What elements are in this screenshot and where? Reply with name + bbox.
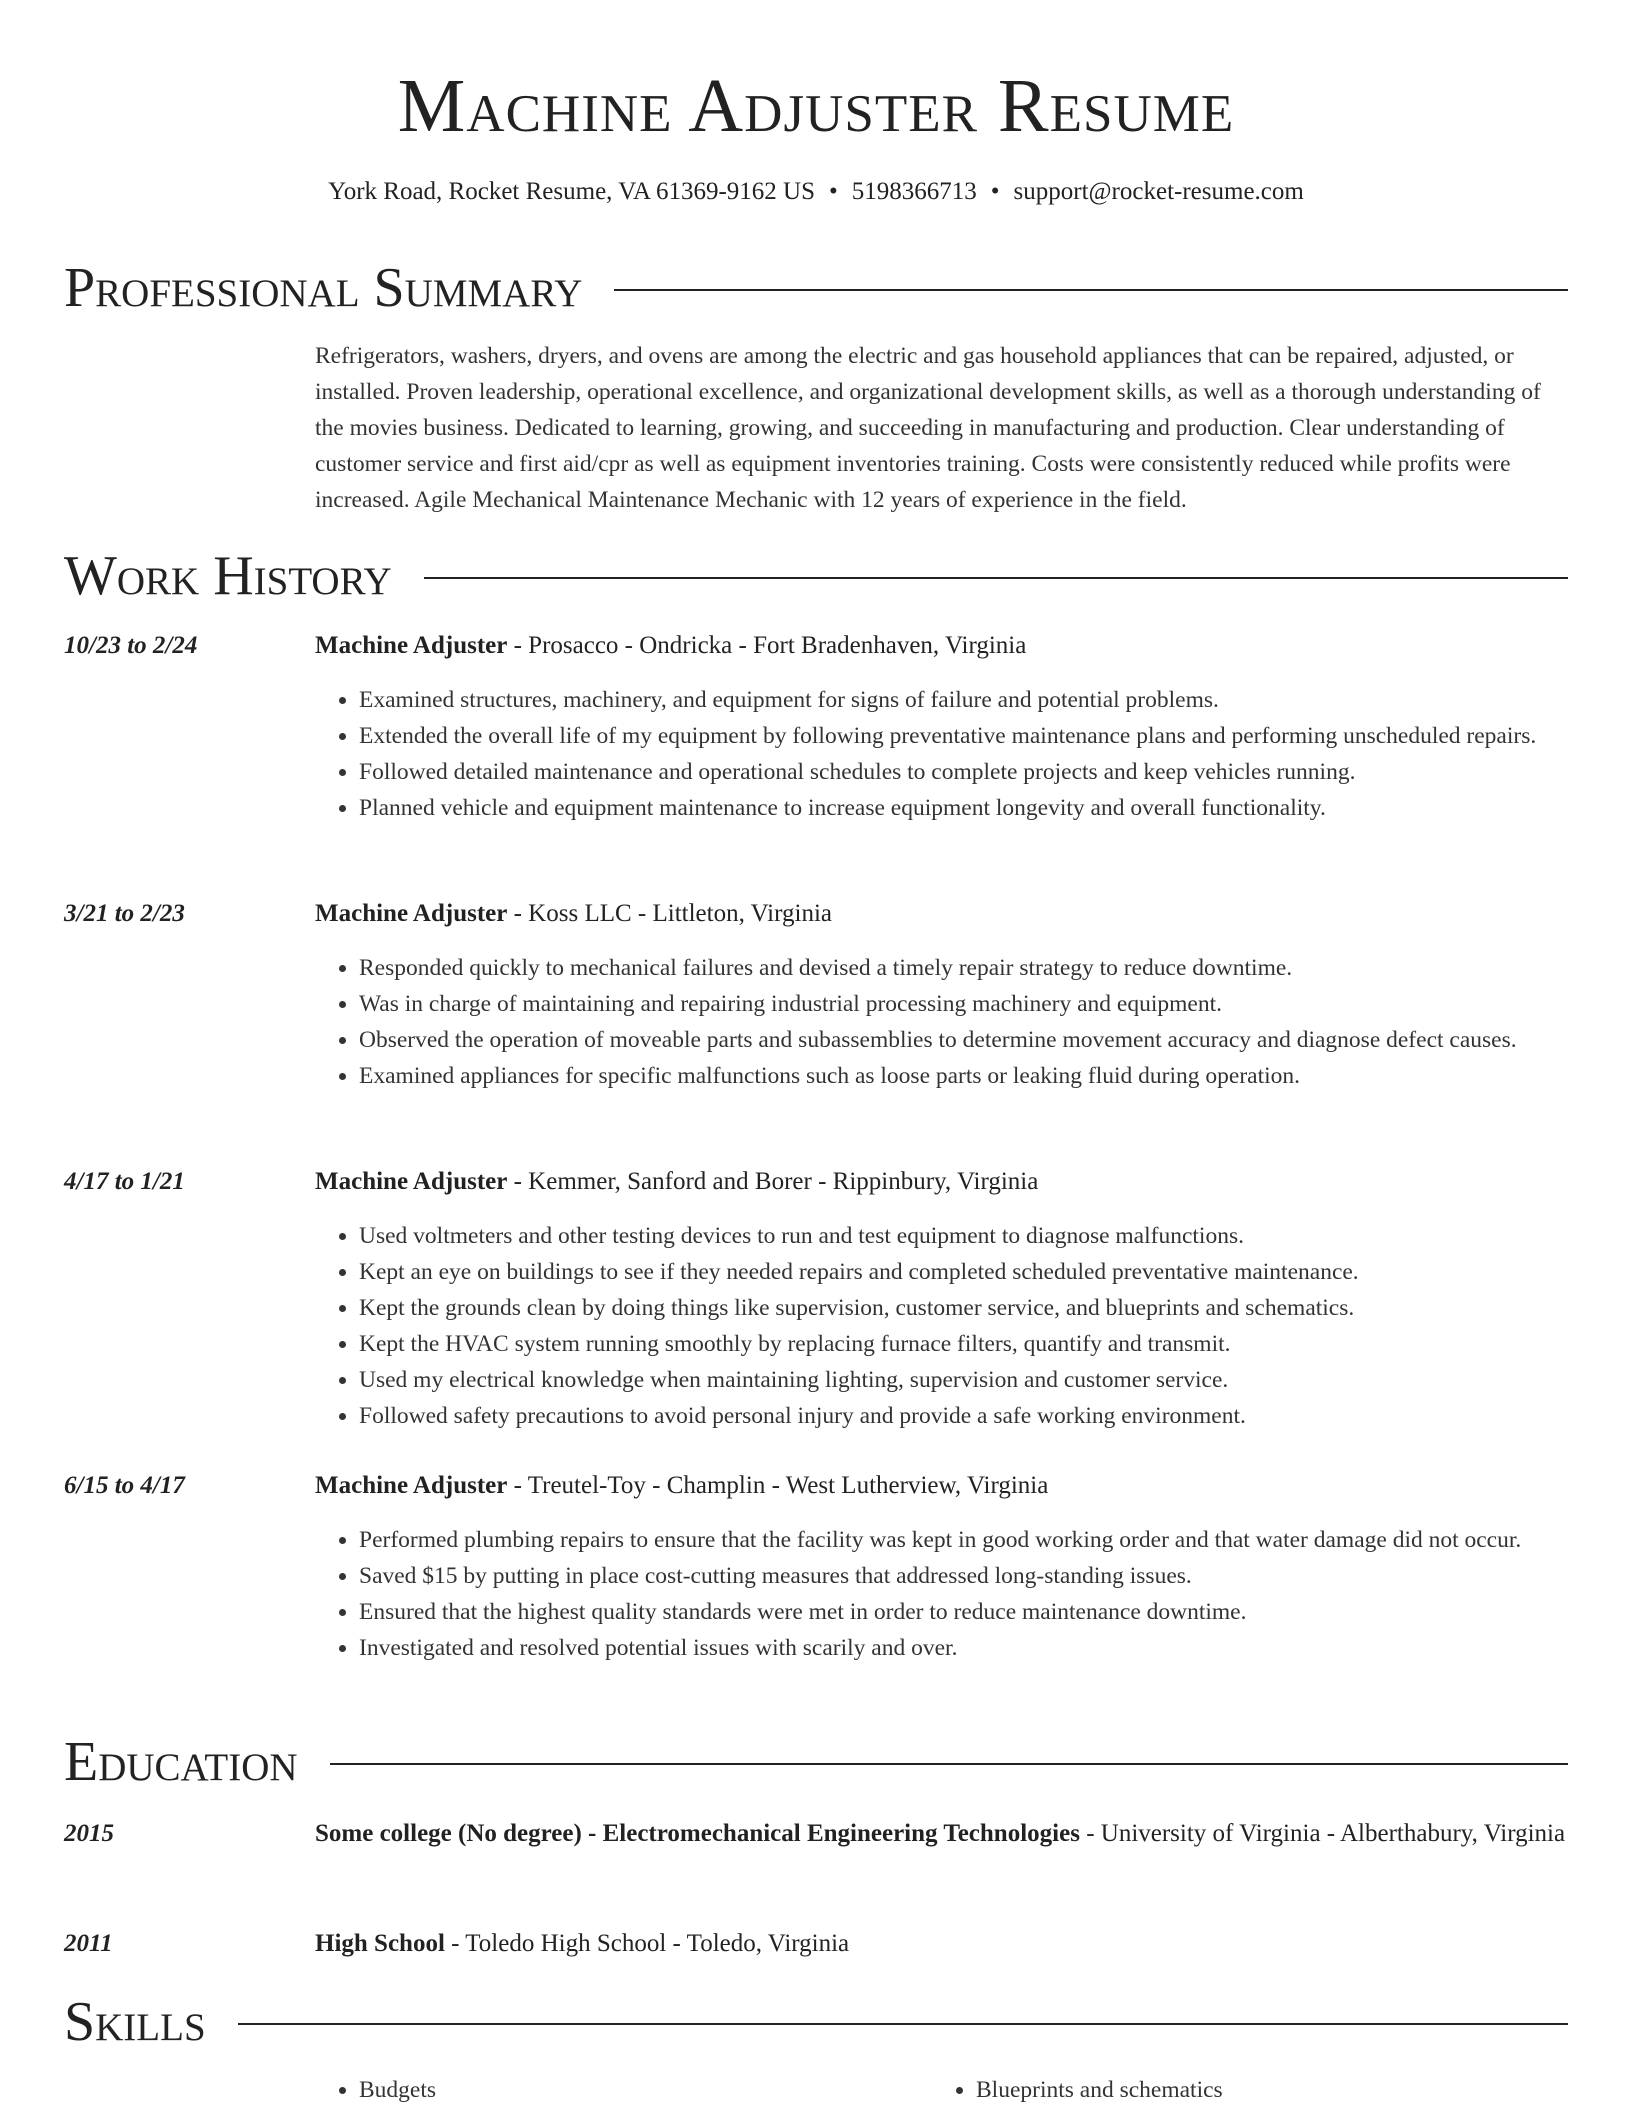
job-bullets [315, 682, 1570, 826]
job-details: - Prosacco - Ondricka - Fort Bradenhaven, Virginia [507, 632, 1027, 659]
contact-line [0, 172, 1632, 212]
section-title: Education [64, 1731, 298, 1793]
job-dates: 10/23 to 2/24 [64, 632, 198, 659]
job-bullets [315, 950, 1570, 1094]
education-entry [315, 1924, 1570, 1964]
contact-address: York Road, Rocket Resume, VA 61369-9162 US [328, 178, 815, 205]
job-bullets [315, 1218, 1570, 1434]
section-header-education [64, 1730, 1568, 1794]
job-details: - Kemmer, Sanford and Borer - Rippinbury, Virginia [507, 1168, 1039, 1195]
contact-email[interactable]: support@rocket-resume.com [1013, 178, 1304, 205]
education-year: 2011 [64, 1930, 113, 1957]
job-heading [315, 626, 1570, 666]
list-item: • Performed plumbing repairs to ensure that the facility was kept in good working order and that water damage did not occur. [359, 1522, 1570, 1558]
education-year: 2015 [64, 1820, 114, 1847]
list-item: • Extended the overall life of my equipment by following preventative maintenance plans and performing unscheduled repairs. [359, 718, 1570, 754]
education-details: - Toledo High School - Toledo, Virginia [444, 1930, 850, 1957]
job-heading [315, 894, 1570, 934]
section-title: Professional Summary [64, 257, 583, 319]
skill-item: • Blueprints and schematics [976, 2072, 1576, 2108]
section-divider [614, 289, 1568, 291]
education-degree: High School [315, 1930, 445, 1957]
job-heading [315, 1162, 1570, 1202]
summary-text: Refrigerators, washers, dryers, and ovens are among the electric and gas household appliances that can be repaired, adjusted, or installed. Proven leadership, operational excellence, and organizational development skills, as well as a thorough understanding of the movies business. Dedicated to learning, growing, and succeeding in manufacturing and production. Clear understanding of customer service and first aid/cpr as well as equipment inventories training. Costs were consistently reduced while profits were increased. Agile Mechanical Maintenance Mechanic with 12 years of experience in the field. [315, 343, 1541, 513]
job-role: Machine Adjuster [315, 900, 508, 927]
education-entry [315, 1814, 1570, 1854]
job-heading [315, 1466, 1570, 1506]
job-role: Machine Adjuster [315, 1472, 508, 1499]
list-item: • Ensured that the highest quality standards were met in order to reduce maintenance downtime. [359, 1594, 1570, 1630]
resume-title: Machine Adjuster Resume [397, 64, 1235, 148]
list-item: • Kept the grounds clean by doing things like supervision, customer service, and blueprints and schematics. [359, 1290, 1570, 1326]
list-item: • Used voltmeters and other testing devices to run and test equipment to diagnose malfunctions. [359, 1218, 1570, 1254]
job-details: - Koss LLC - Littleton, Virginia [507, 900, 832, 927]
list-item: • Followed detailed maintenance and operational schedules to complete projects and keep vehicles running. [359, 754, 1570, 790]
job-dates: 4/17 to 1/21 [64, 1168, 185, 1195]
list-item: • Examined appliances for specific malfunctions such as loose parts or leaking fluid during operation. [359, 1058, 1570, 1094]
contact-separator: • [990, 178, 1000, 205]
section-title: Work History [64, 545, 392, 607]
section-divider [330, 1763, 1568, 1765]
skills-list-left [315, 2072, 959, 2108]
list-item: • Kept the HVAC system running smoothly by replacing furnace filters, quantify and transmit. [359, 1326, 1570, 1362]
skill-item: • Budgets [359, 2072, 959, 2108]
list-item: • Examined structures, machinery, and equipment for signs of failure and potential problems. [359, 682, 1570, 718]
list-item: • Was in charge of maintaining and repairing industrial processing machinery and equipment. [359, 986, 1570, 1022]
list-item: • Saved $15 by putting in place cost-cutting measures that addressed long-standing issues. [359, 1558, 1570, 1594]
job-dates: 6/15 to 4/17 [64, 1472, 185, 1499]
job-dates: 3/21 to 2/23 [64, 900, 185, 927]
section-title: Skills [64, 1991, 206, 2053]
education-degree: Some college (No degree) - Electromechanical Engineering Technologies [315, 1820, 1080, 1847]
section-divider [238, 2023, 1568, 2025]
section-header-skills [64, 1990, 1568, 2054]
section-divider [424, 577, 1568, 579]
job-bullets [315, 1522, 1570, 1666]
education-details: - University of Virginia - Alberthabury, Virginia [1079, 1820, 1566, 1847]
contact-separator: • [829, 178, 838, 205]
section-header-summary [64, 256, 1568, 320]
list-item: • Followed safety precautions to avoid personal injury and provide a safe working environment. [359, 1398, 1570, 1434]
list-item: • Responded quickly to mechanical failures and devised a timely repair strategy to reduce downtime. [359, 950, 1570, 986]
list-item: • Kept an eye on buildings to see if they needed repairs and completed scheduled preventative maintenance. [359, 1254, 1570, 1290]
list-item: • Used my electrical knowledge when maintaining lighting, supervision and customer service. [359, 1362, 1570, 1398]
job-role: Machine Adjuster [315, 632, 508, 659]
list-item: • Planned vehicle and equipment maintenance to increase equipment longevity and overall functionality. [359, 790, 1570, 826]
section-header-work [64, 544, 1568, 608]
job-role: Machine Adjuster [315, 1168, 508, 1195]
job-details: - Treutel-Toy - Champlin - West Lutherview, Virginia [507, 1472, 1049, 1499]
skills-list-right [932, 2072, 1576, 2108]
list-item: • Observed the operation of moveable parts and subassemblies to determine movement accuracy and diagnose defect causes. [359, 1022, 1570, 1058]
contact-phone: 5198366713 [851, 178, 977, 205]
list-item: • Investigated and resolved potential issues with scarily and over. [359, 1630, 1570, 1666]
